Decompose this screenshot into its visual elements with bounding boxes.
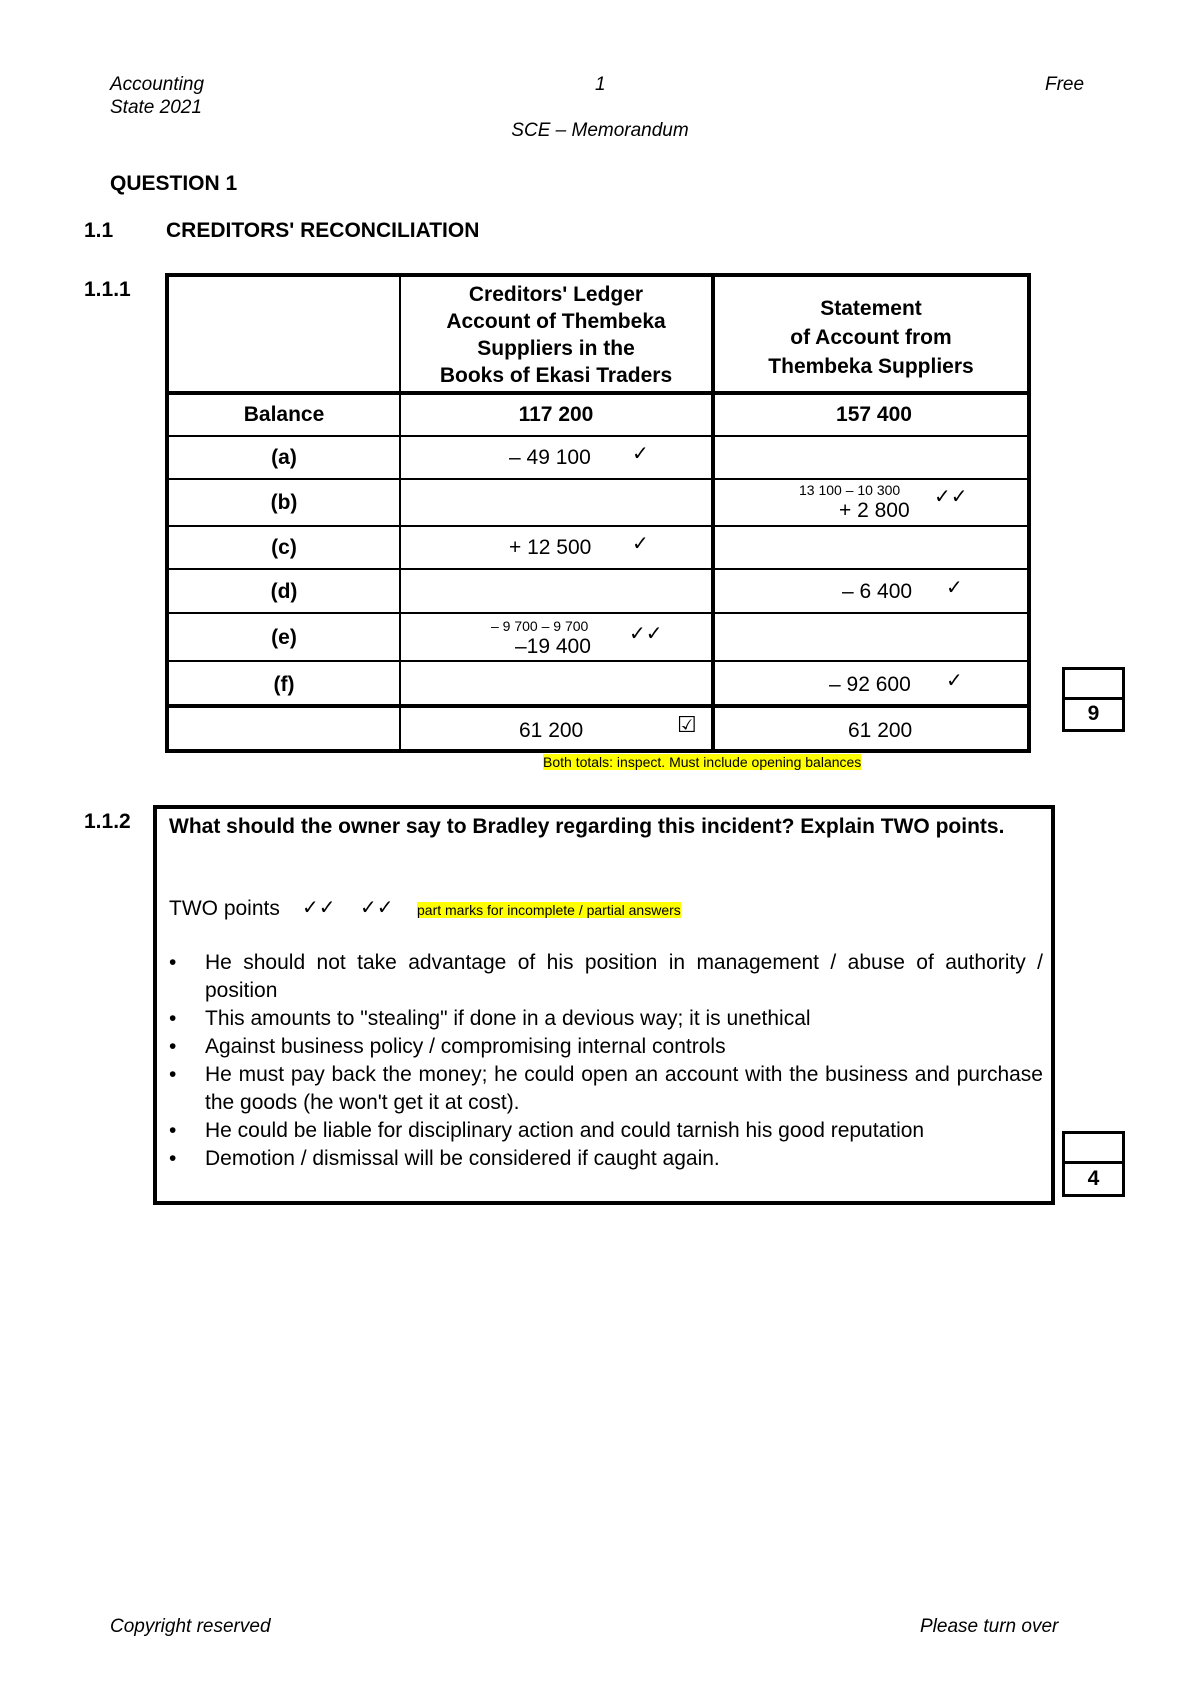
row-c-ledger: + 12 500	[509, 536, 592, 559]
marking-label: TWO points	[169, 897, 280, 920]
marks-value: 4	[1087, 1167, 1100, 1190]
section-number: 1.1	[84, 219, 114, 242]
header-state: State 2021	[110, 97, 202, 118]
checkbox-tick-icon: ☑	[677, 713, 697, 738]
list-item: • He must pay back the money; he could open an account with the business and purchase the goods (he won't get it at cost).	[169, 1063, 1043, 1114]
row-label-b: (b)	[270, 491, 298, 514]
answer-list	[169, 949, 1043, 1173]
totals-note: Both totals: inspect. Must include opening balances	[543, 754, 862, 770]
tick-icon: ✓	[632, 441, 649, 465]
total-statement: 61 200	[848, 719, 913, 742]
marking-note: part marks for incomplete / partial answers	[417, 902, 681, 918]
list-item: • He could be liable for disciplinary action and could tarnish his good reputation	[169, 1119, 925, 1142]
row-e-ledger-working: – 9 700 – 9 700	[491, 618, 589, 634]
tick-icon: ✓✓	[360, 895, 394, 919]
balance-ledger: 117 200	[518, 403, 594, 426]
row-e-ledger: –19 400	[515, 635, 591, 658]
row-f-statement: – 92 600	[829, 673, 911, 696]
list-item: • Demotion / dismissal will be considered if caught again.	[169, 1147, 720, 1170]
total-ledger: 61 200	[519, 719, 584, 742]
page-number: 1	[595, 74, 606, 95]
column-header-ledger: Creditors' Ledger Account of Thembeka Suppliers in the Books of Ekasi Traders	[439, 283, 673, 387]
question-text: What should the owner say to Bradley regarding this incident? Explain TWO points.	[169, 815, 1005, 838]
balance-statement: 157 400	[836, 403, 912, 426]
list-item: • Against business policy / compromising internal controls	[169, 1035, 726, 1058]
subquestion-number-1: 1.1.1	[84, 278, 131, 301]
row-b-statement-working: 13 100 – 10 300	[799, 482, 901, 498]
row-label-a: (a)	[271, 446, 297, 469]
marks-box-1	[1062, 667, 1125, 732]
row-d-statement: – 6 400	[842, 580, 913, 603]
marks-value: 9	[1087, 702, 1100, 725]
list-item: • He should not take advantage of his position in management / abuse of authority / position	[169, 951, 1043, 1002]
tick-icon: ✓	[632, 531, 649, 555]
row-label-f: (f)	[273, 673, 295, 696]
answer-box	[153, 805, 1055, 1205]
header-subject: Accounting	[110, 74, 205, 95]
row-label-e: (e)	[271, 626, 297, 649]
balance-label: Balance	[243, 403, 325, 426]
row-b-statement: + 2 800	[839, 499, 910, 522]
tick-icon: ✓	[946, 575, 963, 599]
marks-box-2	[1062, 1131, 1125, 1197]
tick-icon: ✓✓	[629, 621, 663, 645]
tick-icon: ✓	[946, 668, 963, 692]
column-header-statement: Statement of Account from Thembeka Suppliers	[768, 297, 974, 378]
reconciliation-table	[165, 273, 1031, 753]
tick-icon: ✓✓	[302, 895, 336, 919]
subquestion-number-2: 1.1.2	[84, 810, 131, 833]
header-subtitle: SCE – Memorandum	[511, 120, 689, 141]
list-item: • This amounts to "stealing" if done in a devious way; it is unethical	[169, 1007, 811, 1030]
row-label-c: (c)	[271, 536, 297, 559]
row-label-d: (d)	[270, 580, 298, 603]
tick-icon: ✓✓	[934, 484, 968, 508]
row-a-ledger: – 49 100	[509, 446, 591, 469]
section-title: CREDITORS' RECONCILIATION	[166, 219, 480, 242]
header-free: Free	[1045, 74, 1085, 95]
footer-copyright: Copyright reserved	[110, 1616, 271, 1637]
question-title: QUESTION 1	[110, 172, 238, 195]
footer-turn-over: Please turn over	[920, 1616, 1059, 1637]
